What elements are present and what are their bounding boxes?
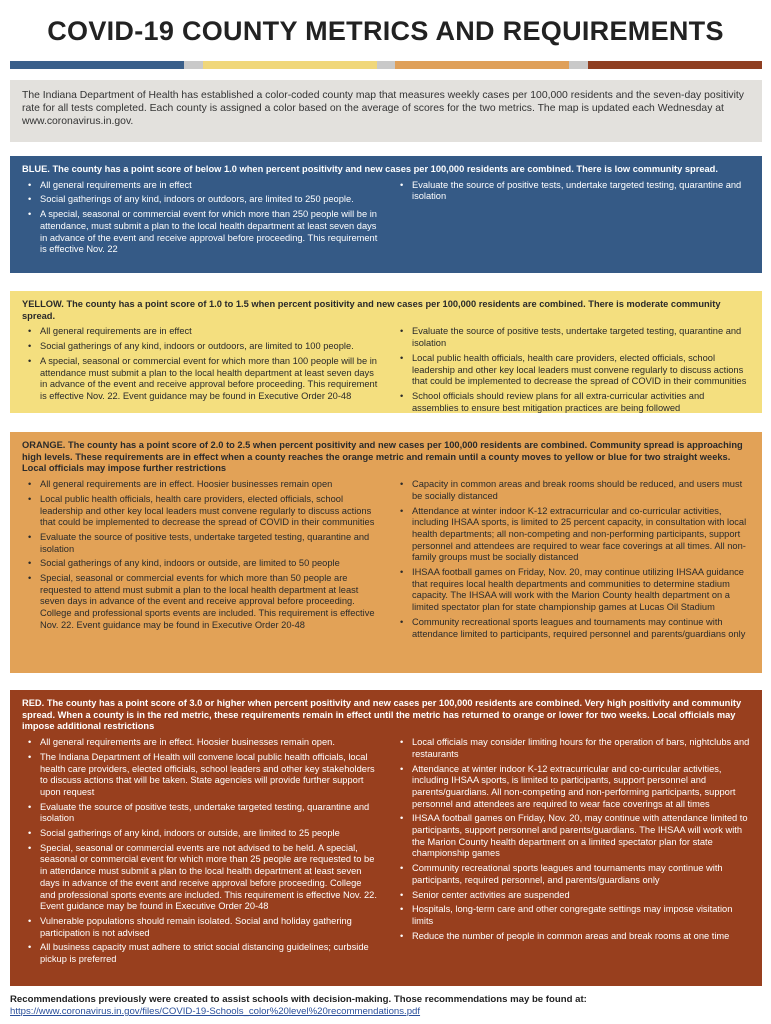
red-description: The county has a point score of 3.0 or higher when percent positivity and new cases per 100,000 residents are combined. Very high positivity and community spread. When a county is in the red metric, these requirements remain in effect until the metric has returned to orange or lower for two weeks. Local officials may impose additional restrictions [22,698,742,732]
list-item: • Special, seasonal or commercial events for which more than 50 people are requested to attend must submit a plan to the local health department at least seven days in advance of the event and receive approval before proceeding. College and professional sports events are included. This requirement is effective Nov. 22. Event guidance may be found in Executive Order 20-48 [22,573,378,632]
list-item: • Special, seasonal or commercial events are not advised to be held. A special, seasonal or commercial event for which more than 25 people are requested to be in attendance must submit a plan to the local health department at least seven days in advance of the event and receive approval before proceeding. College and professional sports events are included. This requirement is effective Nov. 22. Event guidance may be found in Executive Order 20-48 [22,843,378,913]
color-bar [10,61,762,69]
page-title: COVID-19 COUNTY METRICS AND REQUIREMENTS [47,16,724,46]
list-item: • Attendance at winter indoor K-12 extracurricular and co-curricular activities, including IHSAA sports, is limited to 25 percent capacity, in consultation with local health departments; all non-competing and non-performing participants, support personnel and attendees are required to wear face coverings at all times. All non-family groups must be socially distanced [394,506,750,565]
yellow-label: YELLOW. [22,299,64,309]
orange-heading [22,440,750,475]
list-item: • Capacity in common areas and break rooms should be reduced, and users must be socially distanced [394,479,750,502]
list-item: • The Indiana Department of Health will convene local public health officials, local health care providers, elected officials, school leaders and other key stakeholders to discuss actions that will be taken. State agencies will provide further support upon request [22,752,378,799]
list-item: • A special, seasonal or commercial event for which more than 100 people will be in attendance must submit a plan to the local health department at least seven days in advance of the event and receive approval before proceeding. This requirement is effective Nov. 22. Event guidance may be found in Executive Order 20-48 [22,356,378,403]
list-item: • Evaluate the source of positive tests, undertake targeted testing, quarantine and isolation [394,326,750,349]
list-item: • IHSAA football games on Friday, Nov. 20, may continue with attendance limited to participants, support personnel and parents/guardians. The IHSAA will work with the Marion County health department on a limited spectator plan for state championship games [394,813,750,860]
list-item: • Local public health officials, health care providers, elected officials, school leadership and other key local leaders must convene regularly to discuss actions that could be implemented to decrease the spread of COVID in their communities [394,353,750,388]
footer [10,994,762,1018]
yellow-heading [22,299,750,322]
list-item: • All general requirements are in effect. Hoosier businesses remain open. [22,737,378,749]
list-item: • Evaluate the source of positive tests, undertake targeted testing, quarantine and isolation [22,802,378,825]
orange-section [10,432,762,673]
list-item: • IHSAA football games on Friday, Nov. 20, may continue utilizing IHSAA guidance that requires local health departments and communities to determine stadium capacity. The IHSAA will work with the Marion County health department on a limited spectator plan for state championship games at Lucas Oil Stadium [394,567,750,614]
list-item: • A special, seasonal or commercial event for which more than 250 people will be in attendance, must submit a plan to the local health department at least seven days in advance of the event and receive approval before proceeding. This requirement is effective Nov. 22 [22,209,378,256]
color-bar-segment [395,61,569,69]
recommendations-link[interactable]: https://www.coronavirus.in.gov/files/COVID-19-Schools_color%20level%20recommendations.pdf [10,1006,421,1017]
list-item: • Social gatherings of any kind, indoors or outdoors, are limited to 100 people. [22,341,378,353]
list-item: • Community recreational sports leagues and tournaments may continue with attendance limited to participants, required personnel and parents/guardians only [394,617,750,640]
color-bar-segment [184,61,203,69]
red-heading [22,698,750,733]
list-item: • School officials should review plans for all extra-curricular activities and assemblies to ensure best mitigation practices are being followed [394,391,750,414]
list-item: • Social gatherings of any kind, indoors or outdoors, are limited to 250 people. [22,194,378,206]
list-item: • All general requirements are in effect [22,180,378,192]
blue-heading [22,164,750,176]
footer-note: Recommendations previously were created to assist schools with decision-making. Those recommendations may be found at: [10,994,587,1005]
red-left-list [22,737,378,966]
orange-left-list [22,479,378,631]
list-item: • Local public health officials, health care providers, elected officials, school leadership and other key local leaders must convene regularly to discuss actions that could be implemented to decrease the spread of COVID in their communities [22,494,378,529]
intro-text: The Indiana Department of Health has established a color-coded county map that measures weekly cases per 100,000 residents and the seven-day positivity rate for all tests completed. Each county is assigned a color based on the average of scores for the two metrics. The map is updated each Wednesday at www.coronavirus.in.gov. [10,80,762,142]
yellow-description: The county has a point score of 1.0 to 1.5 when percent positivity and new cases per 100,000 residents are combined. There is moderate community spread. [22,299,721,321]
color-bar-segment [377,61,396,69]
color-bar-segment [588,61,762,69]
list-item: • Evaluate the source of positive tests, undertake targeted testing, quarantine and isolation [394,180,750,203]
blue-label: BLUE. [22,164,50,174]
orange-label: ORANGE. [22,440,66,450]
list-item: • Local officials may consider limiting hours for the operation of bars, nightclubs and restaurants [394,737,750,760]
orange-description: The county has a point score of 2.0 to 2.5 when percent positivity and new cases per 100,000 residents are combined. Community spread is approaching high levels. These requirements are in effect when a county reaches the orange metric and remain until a county moves to yellow or blue for two straight weeks. Local officials may impose further restrictions [22,440,743,474]
list-item: • Reduce the number of people in common areas and break rooms at one time [394,931,750,943]
color-bar-segment [203,61,377,69]
list-item: • Hospitals, long-term care and other congregate settings may impose visitation limits [394,904,750,927]
list-item: • Community recreational sports leagues and tournaments may continue with participants, required personnel, and parents/guardians only [394,863,750,886]
blue-description: The county has a point score of below 1.0 when percent positivity and new cases per 100,000 residents are combined. There is low community spread. [52,164,718,174]
blue-section [10,156,762,273]
list-item: • All general requirements are in effect [22,326,378,338]
yellow-section [10,291,762,413]
list-item: • Social gatherings of any kind, indoors or outside, are limited to 25 people [22,828,378,840]
list-item: • All business capacity must adhere to strict social distancing guidelines; curbside pickup is preferred [22,942,378,965]
list-item: • Attendance at winter indoor K-12 extracurricular and co-curricular activities, including IHSAA sports, is limited to participants, support personnel and parents/guardians. All non-competing and non-performing participants, support personnel and attendees are required to wear face coverings at all times [394,764,750,811]
color-bar-segment [10,61,184,69]
yellow-right-list [394,326,750,414]
color-bar-segment [569,61,588,69]
list-item: • All general requirements are in effect. Hoosier businesses remain open [22,479,378,491]
list-item: • Evaluate the source of positive tests, undertake targeted testing, quarantine and isolation [22,532,378,555]
orange-right-list [394,479,750,640]
red-right-list [394,737,750,942]
red-section [10,690,762,986]
blue-left-list [22,180,378,256]
list-item: • Social gatherings of any kind, indoors or outside, are limited to 50 people [22,558,378,570]
list-item: • Senior center activities are suspended [394,890,750,902]
list-item: • Vulnerable populations should remain isolated. Social and holiday gathering participation is not advised [22,916,378,939]
blue-right-list [394,180,750,203]
yellow-left-list [22,326,378,402]
red-label: RED. [22,698,45,708]
